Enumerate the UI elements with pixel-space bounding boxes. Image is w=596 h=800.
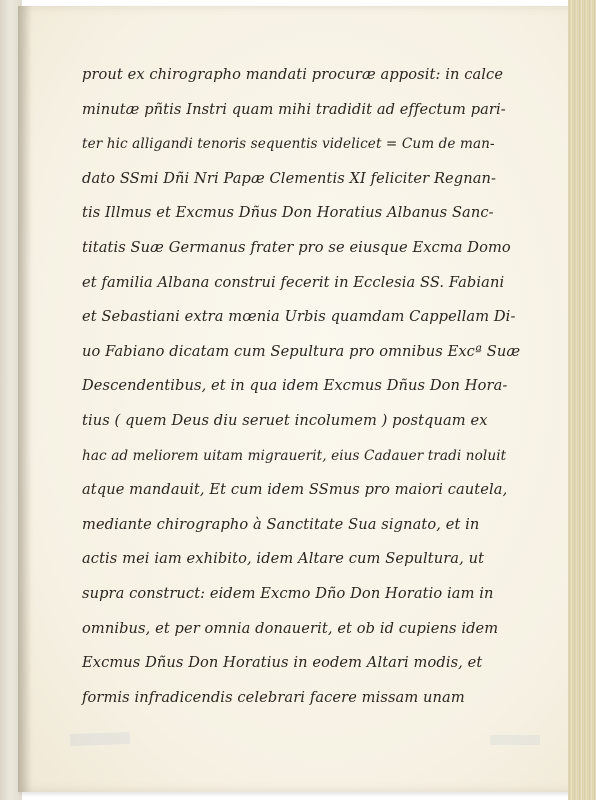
text-line: uo Fabiano dicatam cum Sepultura pro omnibus Excª Suæ	[82, 342, 521, 360]
text-line: omnibus, et per omnia donauerit, et ob id cupiens idem	[82, 619, 499, 637]
page-stack-edge	[568, 0, 596, 800]
handwritten-text-block	[82, 58, 554, 715]
text-line: atque mandauit, Et cum idem SSmus pro maiori cautela,	[82, 481, 508, 499]
faint-bleedthrough-mark	[70, 732, 130, 746]
text-line: Excmus Dñus Don Horatius in eodem Altari modis, et	[82, 654, 483, 672]
text-line: prout ex chirographo mandati procuræ apposit: in calce	[82, 66, 504, 83]
text-line: mediante chirographo à Sanctitate Sua signato, et in	[82, 515, 480, 533]
text-line: titatis Suæ Germanus frater pro se eiusque Excma Domo	[82, 238, 511, 256]
text-line: tis Illmus et Excmus Dñus Don Horatius Albanus Sanc-	[82, 204, 494, 222]
text-line: Descendentibus, et in qua idem Excmus Dñus Don Hora-	[82, 377, 508, 395]
text-line: minutæ pñtis Instri quam mihi tradidit ad effectum pari-	[82, 100, 506, 118]
text-line: supra construct: eidem Excmo Dño Don Horatio iam in	[82, 584, 494, 602]
text-line: tius ( quem Deus diu seruet incolumem ) postquam ex	[82, 411, 488, 429]
text-line: hac ad meliorem uitam migrauerit, eius Cadauer tradi noluit	[82, 447, 507, 464]
text-line: formis infradicendis celebrari facere missam unam	[82, 688, 465, 706]
text-line: actis mei iam exhibito, idem Altare cum Sepultura, ut	[82, 550, 485, 568]
gutter-shadow	[18, 6, 32, 792]
text-line: et familia Albana construi fecerit in Ecclesia SS. Fabiani	[82, 273, 505, 291]
text-line: ter hic alligandi tenoris sequentis videlicet = Cum de man-	[82, 136, 495, 153]
text-line: dato SSmi Dñi Nri Papæ Clementis XI feliciter Regnan-	[82, 169, 497, 187]
text-line: et Sebastiani extra mœnia Urbis quamdam Cappellam Di-	[82, 308, 516, 326]
faint-bleedthrough-mark	[490, 735, 540, 745]
